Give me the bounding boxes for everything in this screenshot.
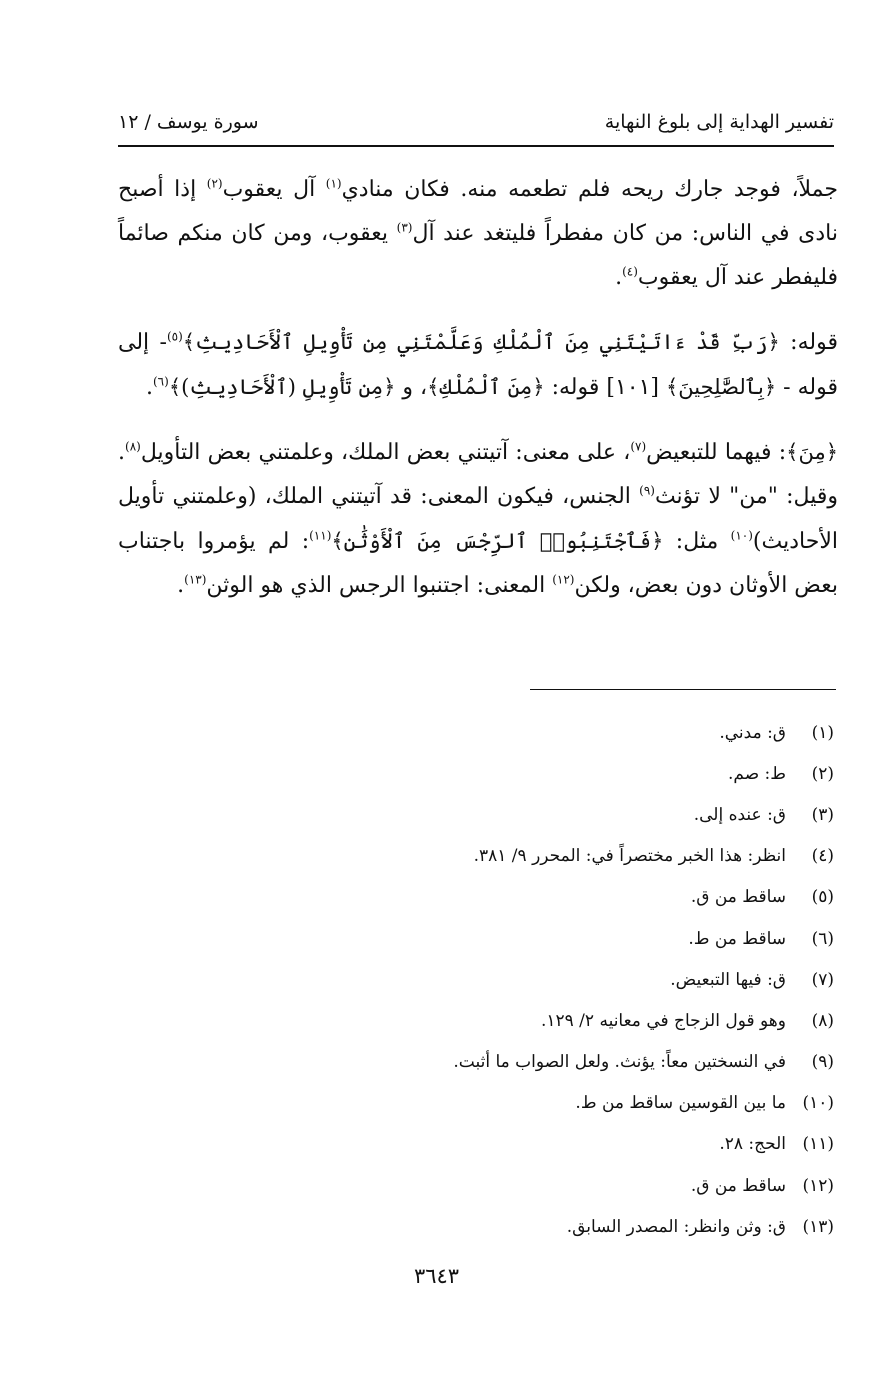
footnote-rule — [530, 689, 836, 690]
footnote-text: الحج: ٢٨. — [719, 1134, 786, 1155]
text-run: الجنس، فيكون المعنى: قد آتيتني الملك، (وعلمتني تأويل الأحاديث) — [118, 484, 838, 554]
footnote-text: ساقط من ق. — [690, 887, 786, 908]
footnote-ref: (٢) — [206, 176, 223, 191]
footnote-item — [118, 1124, 834, 1165]
footnote-item — [118, 836, 834, 877]
quran-verse: ﴿بِٱلصَّٰلِحِينَ﴾ — [665, 375, 777, 399]
footnote-item — [118, 794, 834, 835]
main-text — [118, 168, 838, 622]
footnote-item — [118, 1206, 834, 1247]
footnote-number: (٧) — [811, 969, 834, 990]
footnote-ref: (٨) — [125, 439, 141, 454]
footnote-text: ساقط من ق. — [690, 1175, 786, 1196]
footnote-text: انظر: هذا الخبر مختصراً في: المحرر ٩/ ٣٨١. — [473, 846, 786, 867]
quran-verse: ﴿مِن تَأْوِيلِ (ٱلْأَحَادِيثِ)﴾ — [168, 375, 396, 399]
text-run: المعنى: اجتنبوا الرجس الذي هو الوثن — [206, 573, 553, 598]
footnote-number: (١٠) — [802, 1093, 834, 1114]
paragraph — [118, 320, 838, 410]
footnote-number: (١٣) — [802, 1216, 834, 1237]
footnote-item — [118, 1083, 834, 1124]
running-header — [118, 104, 834, 140]
footnote-item — [118, 1000, 834, 1041]
footnote-text: ق: وثن وانظر: المصدر السابق. — [566, 1216, 786, 1237]
footnote-text: ساقط من ط. — [688, 928, 786, 949]
footnote-ref: (٧) — [630, 439, 647, 454]
footnotes — [118, 712, 834, 1247]
quran-verse: ﴿رَبِّ قَدْ ءَاتَيْتَنِي مِنَ ٱلْمُلْكِ وَعَلَّمْتَنِي مِن تَأْوِيلِ ٱلْأَحَادِيثِ﴾ — [182, 330, 780, 354]
quran-verse: ﴿مِنَ﴾ — [786, 440, 838, 464]
text-run: : فيهما للتبعيض — [646, 440, 787, 465]
footnote-number: (٤) — [811, 846, 834, 867]
footnote-ref: (١١) — [309, 528, 332, 543]
text-run: . وقيل: "من" لا تؤنث — [118, 440, 838, 509]
quran-verse: ﴿مِنَ ٱلْمُلْكِ﴾ — [427, 375, 545, 399]
footnote-ref: (١٠) — [730, 528, 753, 543]
footnote-text: ق: مدني. — [719, 722, 786, 743]
footnote-text: ما بين القوسين ساقط من ط. — [575, 1093, 786, 1114]
footnote-number: (١٢) — [802, 1175, 834, 1196]
text-run: آل يعقوب — [222, 177, 326, 202]
footnote-ref: (٤) — [622, 264, 638, 279]
text-run: إذا أصبح نادى في الناس: من كان مفطراً فليتغد عند آل — [118, 177, 839, 246]
footnote-number: (١) — [811, 722, 834, 743]
text-run: . — [177, 573, 185, 598]
footnote-ref: (٥) — [166, 329, 183, 344]
text-run: ، و — [395, 375, 428, 400]
footnote-text: في النسختين معاً: يؤنث. ولعل الصواب ما أثبت. — [453, 1052, 786, 1073]
footnote-number: (٩) — [811, 1052, 834, 1073]
footnote-number: (٦) — [811, 928, 834, 949]
paragraph — [118, 168, 838, 300]
footnote-number: (٢) — [811, 763, 834, 784]
footnote-text: ط: صم. — [727, 763, 786, 784]
footnote-ref: (٣) — [396, 220, 413, 235]
footnote-item — [118, 1165, 834, 1206]
footnote-ref: (٦) — [152, 374, 169, 389]
footnote-item — [118, 959, 834, 1000]
footnote-number: (٣) — [811, 804, 834, 825]
footnote-ref: (٩) — [639, 483, 655, 498]
footnote-ref: (١) — [325, 176, 342, 191]
text-run: جملاً، فوجد جارك ريحه فلم تطعمه منه. فكان منادي — [341, 177, 838, 202]
header-rule — [118, 145, 834, 147]
footnote-item — [118, 712, 834, 753]
text-run: ، على معنى: آتيتني بعض الملك، وعلمتني بعض التأويل — [140, 440, 631, 465]
text-run: يعقوب، ومن كان منكم صائماً فليفطر عند آل يعقوب — [118, 221, 838, 290]
text-run: - إلى قوله - — [118, 330, 838, 400]
page-number: ٣٦٤٣ — [413, 1264, 460, 1288]
footnote-item — [118, 877, 834, 918]
footnote-text: ق: فيها التبعيض. — [670, 969, 786, 990]
footnote-text: وهو قول الزجاج في معانيه ٢/ ١٢٩. — [540, 1010, 786, 1031]
footnote-number: (٥) — [811, 887, 834, 908]
footnote-ref: (١٢) — [552, 572, 575, 587]
text-run: . — [145, 375, 153, 400]
book-title: تفسير الهداية إلى بلوغ النهاية — [604, 111, 834, 133]
footnote-number: (٨) — [811, 1010, 834, 1031]
footnote-item — [118, 918, 834, 959]
footnote-item — [118, 753, 834, 794]
footnote-number: (١١) — [802, 1134, 834, 1155]
text-run: مثل: — [663, 529, 731, 554]
paragraph — [118, 430, 838, 608]
footnote-text: ق: عنده إلى. — [693, 804, 786, 825]
text-run: : لم يؤمروا باجتناب بعض الأوثان دون بعض، ولكن — [118, 529, 838, 598]
text-run: . — [615, 265, 623, 290]
text-run: قوله: — [779, 330, 838, 355]
quran-verse: ﴿فَٱجْتَنِبُوا۟ ٱلرِّجْسَ مِنَ ٱلْأَوْثَٰنِ﴾ — [331, 529, 664, 553]
surah-title: سورة يوسف / ١٢ — [118, 111, 259, 133]
text-run: [١٠١] قوله: — [544, 375, 666, 400]
footnote-item — [118, 1042, 834, 1083]
footnote-ref: (١٣) — [184, 572, 207, 587]
